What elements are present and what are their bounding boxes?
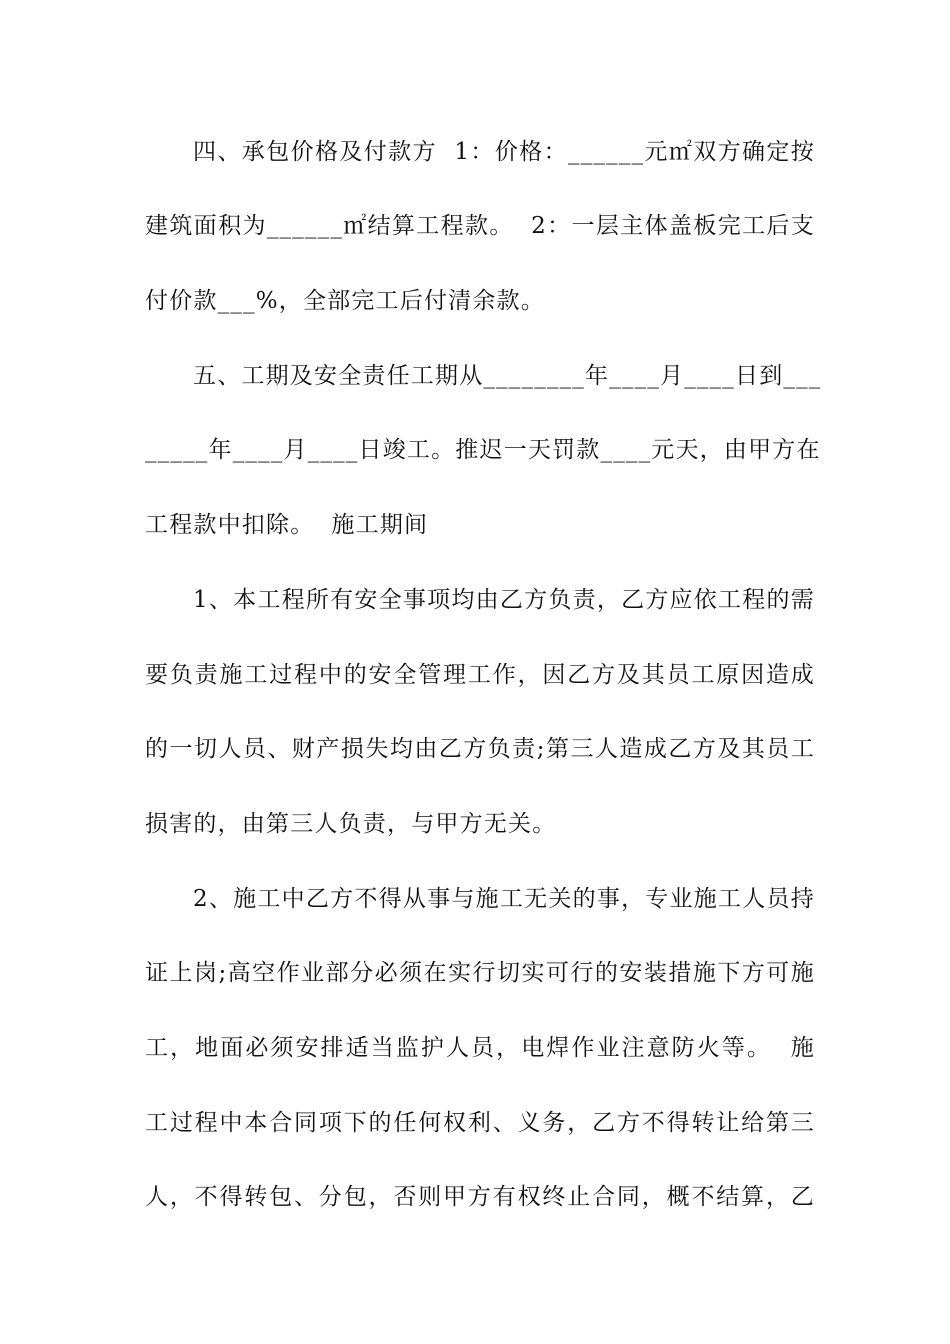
text-line: 四、承包价格及付款方 1：价格：______元㎡双方确定按 (193, 139, 815, 165)
text-line: 建筑面积为______㎡结算工程款。 2：一层主体盖板完工后支 (145, 213, 815, 239)
text-line: 五、工期及安全责任工期从________年____月____日到___ (193, 363, 822, 389)
text-line: 损害的，由第三人负责，与甲方无关。 (145, 811, 557, 837)
text-line: 证上岗;高空作业部分必须在实行切实可行的安装措施下方可施 (145, 960, 815, 986)
text-line: 2、施工中乙方不得从事与施工无关的事，专业施工人员持 (193, 886, 815, 912)
text-line: 工程款中扣除。 施工期间 (145, 512, 429, 538)
text-line: 工过程中本合同项下的任何权利、义务，乙方不得转让给第三 (145, 1110, 815, 1136)
text-line: 1、本工程所有安全事项均由乙方负责，乙方应依工程的需 (193, 587, 815, 613)
text-line: 工，地面必须安排适当监护人员，电焊作业注意防火等。 施 (145, 1035, 815, 1061)
text-line: 的一切人员、财产损失均由乙方负责;第三人造成乙方及其员工 (145, 736, 815, 762)
text-line: 要负责施工过程中的安全管理工作，因乙方及其员工原因造成 (145, 662, 815, 688)
text-line: _____年____月____日竣工。推迟一天罚款____元天，由甲方在 (145, 437, 821, 463)
text-line: 人，不得转包、分包，否则甲方有权终止合同，概不结算，乙 (145, 1184, 815, 1210)
text-line: 付价款___%，全部完工后付清余款。 (145, 288, 545, 314)
